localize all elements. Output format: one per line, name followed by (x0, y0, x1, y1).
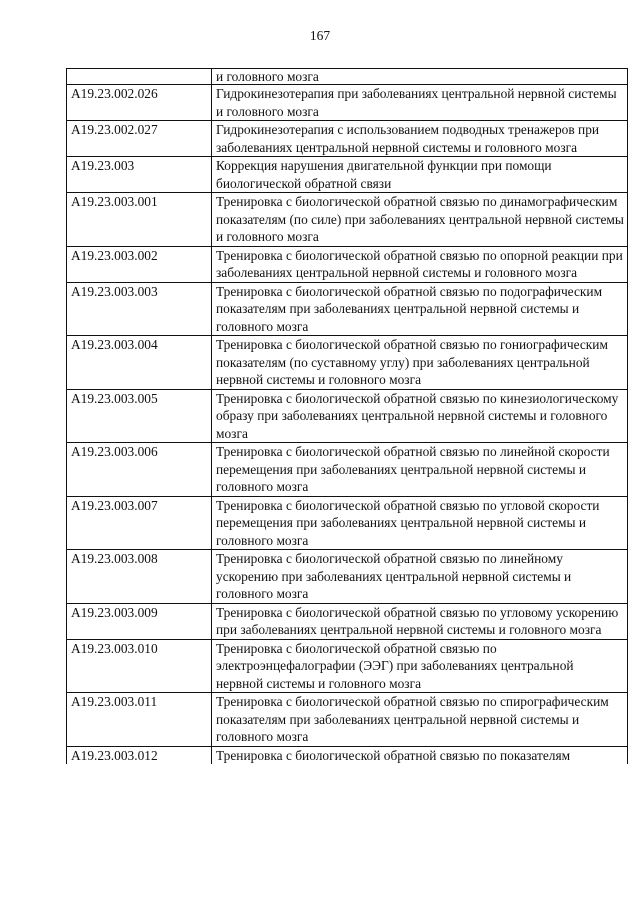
service-name: Тренировка с биологической обратной связью по электроэнцефалографии (ЭЭГ) при заболеваниях центральной нервной системы и головного мозга (212, 639, 628, 693)
service-code: A19.23.003.007 (67, 496, 212, 550)
service-name: Тренировка с биологической обратной связью по линейному ускорению при заболеваниях центральной нервной системы и головного мозга (212, 550, 628, 604)
table-row (67, 603, 628, 639)
service-code: A19.23.003.008 (67, 550, 212, 604)
table-row (67, 336, 628, 390)
service-code: A19.23.003.009 (67, 603, 212, 639)
service-name: Тренировка с биологической обратной связью по спирографическим показателям при заболеваниях центральной нервной системы и головного мозга (212, 693, 628, 747)
table-row (67, 121, 628, 157)
service-code: A19.23.003.010 (67, 639, 212, 693)
table-row (67, 69, 628, 85)
service-code: A19.23.003.004 (67, 336, 212, 390)
table-row (67, 639, 628, 693)
service-name: Гидрокинезотерапия с использованием подводных тренажеров при заболеваниях центральной нервной системы и головного мозга (212, 121, 628, 157)
service-name: Тренировка с биологической обратной связью по гониографическим показателям (по суставному углу) при заболеваниях центральной нервной системы и головного мозга (212, 336, 628, 390)
service-name: Тренировка с биологической обратной связью по угловому ускорению при заболеваниях центральной нервной системы и головного мозга (212, 603, 628, 639)
table-row (67, 246, 628, 282)
service-code: A19.23.003.012 (67, 746, 212, 764)
service-name: Гидрокинезотерапия при заболеваниях центральной нервной системы и головного мозга (212, 85, 628, 121)
service-name: Коррекция нарушения двигательной функции при помощи биологической обратной связи (212, 157, 628, 193)
service-name: Тренировка с биологической обратной связью по кинезиологическому образу при заболеваниях центральной нервной системы и головного мозга (212, 389, 628, 443)
table-row (67, 85, 628, 121)
table-row (67, 389, 628, 443)
service-name: Тренировка с биологической обратной связью по угловой скорости перемещения при заболеваниях центральной нервной системы и головного мозга (212, 496, 628, 550)
service-code: A19.23.002.027 (67, 121, 212, 157)
table-body (67, 69, 628, 765)
service-name: Тренировка с биологической обратной связью по подографическим показателям при заболеваниях центральной нервной системы и головного мозга (212, 282, 628, 336)
page-number: 167 (309, 28, 331, 43)
service-code: A19.23.002.026 (67, 85, 212, 121)
service-name: Тренировка с биологической обратной связью по опорной реакции при заболеваниях центральной нервной системы и головного мозга (212, 246, 628, 282)
service-code: A19.23.003.001 (67, 193, 212, 247)
table-row (67, 550, 628, 604)
service-code: A19.23.003.006 (67, 443, 212, 497)
table-row (67, 746, 628, 764)
service-code: A19.23.003.003 (67, 282, 212, 336)
service-code: A19.23.003.002 (67, 246, 212, 282)
service-name: Тренировка с биологической обратной связью по динамографическим показателям (по силе) при заболеваниях центральной нервной системы и головного мозга (212, 193, 628, 247)
service-name: Тренировка с биологической обратной связью по показателям (212, 746, 628, 764)
table-row (67, 282, 628, 336)
table-row (67, 496, 628, 550)
table-row (67, 193, 628, 247)
service-name: Тренировка с биологической обратной связью по линейной скорости перемещения при заболеваниях центральной нервной системы и головного мозга (212, 443, 628, 497)
service-name: и головного мозга (212, 69, 628, 85)
services-table (66, 68, 628, 764)
table-row (67, 157, 628, 193)
service-code: A19.23.003.011 (67, 693, 212, 747)
service-code: A19.23.003.005 (67, 389, 212, 443)
service-code (67, 69, 212, 85)
table-row (67, 693, 628, 747)
service-code: A19.23.003 (67, 157, 212, 193)
table-row (67, 443, 628, 497)
